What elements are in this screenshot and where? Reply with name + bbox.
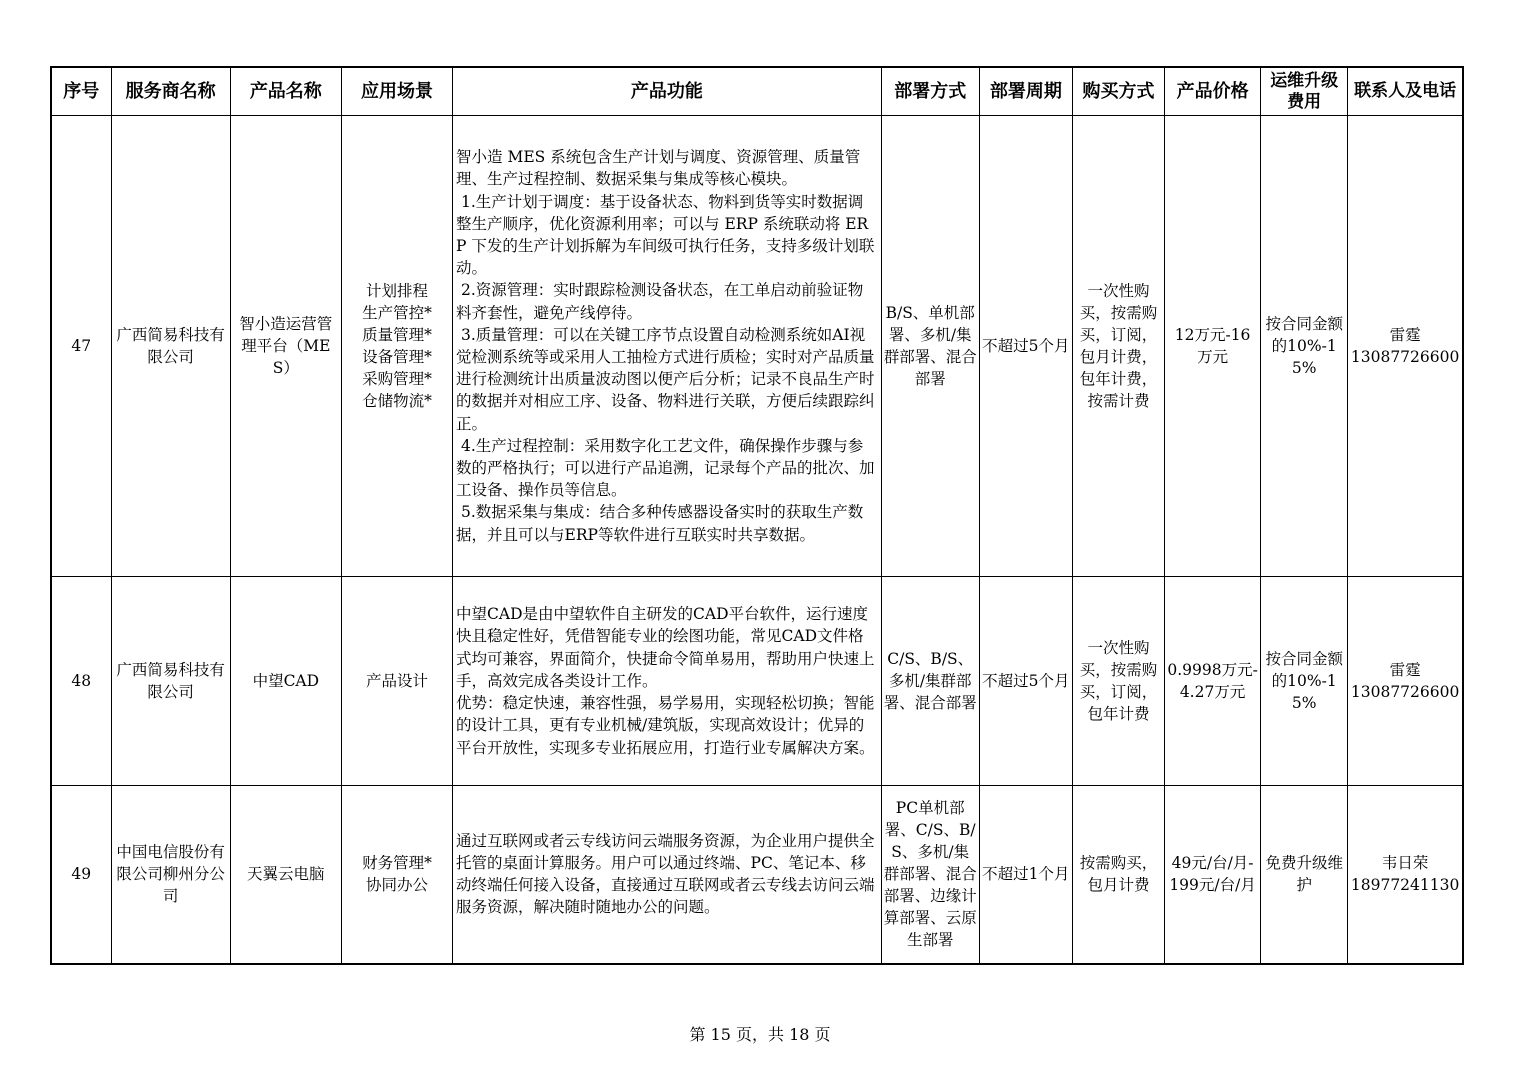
cell-maintenance: 免费升级维护 xyxy=(1261,786,1348,964)
cell-price: 49元/台/月-199元/台/月 xyxy=(1165,786,1261,964)
col-header-maintenance: 运维升级费用 xyxy=(1261,67,1348,116)
header-row xyxy=(51,67,1463,116)
col-header-provider: 服务商名称 xyxy=(111,67,230,116)
cell-scenario: 财务管理* 协同办公 xyxy=(341,786,452,964)
feature-paragraph: 1.生产计划于调度：基于设备状态、物料到货等实时数据调整生产顺序，优化资源利用率；可以与 ERP 系统联动将 ERP 下发的生产计划拆解为车间级可执行任务，支持多级计划联动。 xyxy=(456,192,875,278)
page-number-text: 第 15 页，共 18 页 xyxy=(689,1025,831,1044)
col-header-deploy-mode: 部署方式 xyxy=(881,67,979,116)
contact-phone: 13087726600 xyxy=(1350,348,1460,366)
contact-name: 雷霆 xyxy=(1389,661,1421,679)
cell-deploy-mode: C/S、B/S、多机/集群部署、混合部署 xyxy=(881,577,979,786)
cell-deploy-period: 不超过1个月 xyxy=(979,786,1072,964)
feature-paragraph: 3.质量管理：可以在关键工序节点设置自动检测系统如AI视觉检测系统等或采用人工抽检方式进行质检；实时对产品质量进行检测统计出质量波动图以便产后分析；记录不良品生产时的数据并对相应工序、设备、物料进行关联，方便后续跟踪纠正。 xyxy=(456,325,875,433)
cell-contact xyxy=(1348,577,1463,786)
contact-name: 韦日荣 xyxy=(1381,854,1429,873)
cell-scenario: 产品设计 xyxy=(341,577,452,786)
cell-price: 12万元-16万元 xyxy=(1165,116,1261,577)
cell-features xyxy=(453,786,882,964)
cell-deploy-mode: PC单机部署、C/S、B/S、多机/集群部署、混合部署、边缘计算部署、云原生部署 xyxy=(881,786,979,964)
cell-contact xyxy=(1348,116,1463,577)
cell-deploy-mode: B/S、单机部署、多机/集群部署、混合部署 xyxy=(881,116,979,577)
cell-maintenance: 按合同金额的10%-15% xyxy=(1261,577,1348,786)
cell-purchase: 一次性购买，按需购买，订阅，包年计费 xyxy=(1072,577,1164,786)
table-row xyxy=(51,116,1463,577)
cell-deploy-period: 不超过5个月 xyxy=(979,577,1072,786)
cell-contact xyxy=(1348,786,1463,964)
col-header-price: 产品价格 xyxy=(1165,67,1261,116)
cell-index: 48 xyxy=(51,577,111,786)
cell-features xyxy=(453,116,882,577)
table-row xyxy=(51,577,1463,786)
page-number-footer xyxy=(0,1022,1520,1045)
feature-paragraph: 优势：稳定快速，兼容性强，易学易用，实现轻松切换；智能的设计工具，更有专业机械/建筑版，实现高效设计；优异的平台开放性，实现多专业拓展应用，打造行业专属解决方案。 xyxy=(456,694,875,757)
product-catalog-table xyxy=(50,66,1464,965)
contact-name: 雷霆 xyxy=(1389,326,1421,344)
feature-paragraph: 中望CAD是由中望软件自主研发的CAD平台软件，运行速度快且稳定性好，凭借智能专业的绘图功能，常见CAD文件格式均可兼容，界面简介，快捷命令简单易用，帮助用户快速上手，高效完成各类设计工作。 xyxy=(456,605,875,690)
cell-index: 47 xyxy=(51,116,111,577)
contact-phone: 18977241130 xyxy=(1350,876,1460,895)
cell-provider: 广西简易科技有限公司 xyxy=(111,577,230,786)
cell-deploy-period: 不超过5个月 xyxy=(979,116,1072,577)
feature-paragraph: 智小造 MES 系统包含生产计划与调度、资源管理、质量管理、生产过程控制、数据采集与集成等核心模块。 xyxy=(456,148,861,189)
col-header-product: 产品名称 xyxy=(230,67,341,116)
cell-features xyxy=(453,577,882,786)
feature-paragraph: 4.生产过程控制：采用数字化工艺文件，确保操作步骤与参数的严格执行；可以进行产品追溯，记录每个产品的批次、加工设备、操作员等信息。 xyxy=(456,436,875,500)
feature-paragraph: 2.资源管理：实时跟踪检测设备状态，在工单启动前验证物料齐套性，避免产线停待。 xyxy=(456,281,864,322)
table-row xyxy=(51,786,1463,964)
cell-product: 中望CAD xyxy=(230,577,341,786)
cell-maintenance: 按合同金额的10%-15% xyxy=(1261,116,1348,577)
cell-scenario: 计划排程 生产管控* 质量管理* 设备管理* 采购管理* 仓储物流* xyxy=(341,116,452,577)
feature-paragraph: 5.数据采集与集成：结合多种传感器设备实时的获取生产数据，并且可以与ERP等软件进行互联实时共享数据。 xyxy=(456,503,864,544)
col-header-deploy-period: 部署周期 xyxy=(979,67,1072,116)
col-header-scenario: 应用场景 xyxy=(341,67,452,116)
cell-provider: 广西简易科技有限公司 xyxy=(111,116,230,577)
col-header-features: 产品功能 xyxy=(453,67,882,116)
col-header-contact: 联系人及电话 xyxy=(1348,67,1463,116)
cell-product: 智小造运营管理平台（MES） xyxy=(230,116,341,577)
col-header-index: 序号 xyxy=(51,67,111,116)
contact-phone: 13087726600 xyxy=(1350,683,1460,701)
cell-provider: 中国电信股份有限公司柳州分公司 xyxy=(111,786,230,964)
cell-purchase: 按需购买，包月计费 xyxy=(1072,786,1164,964)
cell-price: 0.9998万元-4.27万元 xyxy=(1165,577,1261,786)
cell-purchase: 一次性购买，按需购买，订阅，包月计费，包年计费，按需计费 xyxy=(1072,116,1164,577)
col-header-purchase: 购买方式 xyxy=(1072,67,1164,116)
feature-paragraph: 通过互联网或者云专线访问云端服务资源，为企业用户提供全托管的桌面计算服务。用户可以通过终端、PC、笔记本、移动终端任何接入设备，直接通过互联网或者云专线去访问云端服务资源，解决随时随地办公的问题。 xyxy=(456,831,875,917)
cell-product: 天翼云电脑 xyxy=(230,786,341,964)
cell-index: 49 xyxy=(51,786,111,964)
